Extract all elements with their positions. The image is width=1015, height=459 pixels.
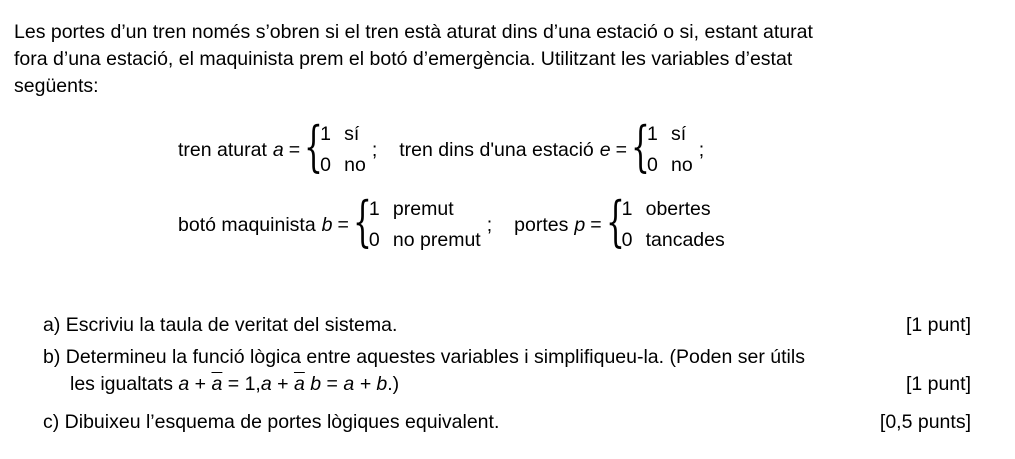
question-b-points: [1 punt] [905,373,971,395]
question-c-points: [0,5 punts] [879,411,971,433]
left-brace: { [605,190,625,253]
intro-line-3: següents: [14,75,99,97]
formula-var: a [178,373,190,395]
case-value: 0 [647,154,658,176]
var-b-label: botó maquinista [178,213,316,236]
question-b [43,344,971,398]
intro-paragraph [14,19,974,100]
formula-op: + [271,373,294,395]
separator: ; [698,138,705,161]
question-b-prefix: les igualtats [70,373,179,395]
left-brace: { [304,115,324,178]
equals-sign: = [590,213,602,236]
equals-sign: = [337,213,349,236]
formula-result: a + b [343,373,388,395]
case-text: no [671,154,693,176]
question-b-text-line2 [70,371,399,398]
formula-op: + [189,373,212,395]
question-a-points: [1 punt] [905,314,971,336]
question-a-text: a) Escriviu la taula de veritat del sistema. [43,314,398,336]
left-brace: { [631,115,650,178]
var-e-symbol: e [599,138,611,161]
case-text: premut [392,198,454,220]
question-c-text: c) Dibuixeu l’esquema de portes lògiques equivalent. [43,411,500,433]
var-p-label: portes [514,213,569,236]
separator: ; [371,138,378,161]
intro-line-1: Les portes d’un tren només s’obren si el tren està aturat dins d’una estació o si, estant aturat [14,21,813,43]
case-text: obertes [645,198,711,220]
formula-op: = [321,373,344,395]
equals-sign: = [615,138,628,161]
question-c [43,409,971,436]
var-e-cases [647,119,693,181]
var-a-label: tren aturat [178,138,267,161]
var-p-cases [622,194,725,256]
case-value: 1 [368,198,380,220]
question-b-suffix: .) [387,373,400,395]
left-brace: { [352,190,372,253]
case-value: 0 [320,154,331,176]
separator: ; [486,213,493,236]
case-value: 1 [647,123,658,145]
formula-var: b [304,373,322,395]
variable-row-2 [178,190,725,256]
equals-sign: = [288,138,301,161]
case-value: 1 [621,198,633,220]
formula-var: a [260,373,272,395]
case-text: sí [344,123,360,145]
case-text: sí [671,123,687,145]
formula-op: = 1, [222,373,261,395]
formula-var-negated: $\overline{a}$ [211,373,223,395]
formula-var-negated: $\overline{a}$ [293,373,305,395]
var-b-cases [369,194,481,256]
case-text: no [344,154,366,176]
intro-line-2: fora d’una estació, el maquinista prem el botó d’emergència. Utilitzant les variables d’estat [14,48,793,70]
variable-row-1 [178,115,726,181]
var-e-label: tren dins d'una estació [399,138,594,161]
case-value: 0 [621,229,633,251]
question-b-text-line1: b) Determineu la funció lògica entre aquestes variables i simplifiqueu-la. (Poden ser útils [43,346,805,368]
case-value: 0 [368,229,380,251]
var-a-cases [320,119,366,181]
var-p-symbol: p [574,213,586,236]
case-text: no premut [392,229,481,251]
var-b-symbol: b [321,213,333,236]
question-a [43,312,971,339]
case-value: 1 [320,123,331,145]
case-text: tancades [645,229,725,251]
var-a-symbol: a [272,138,284,161]
